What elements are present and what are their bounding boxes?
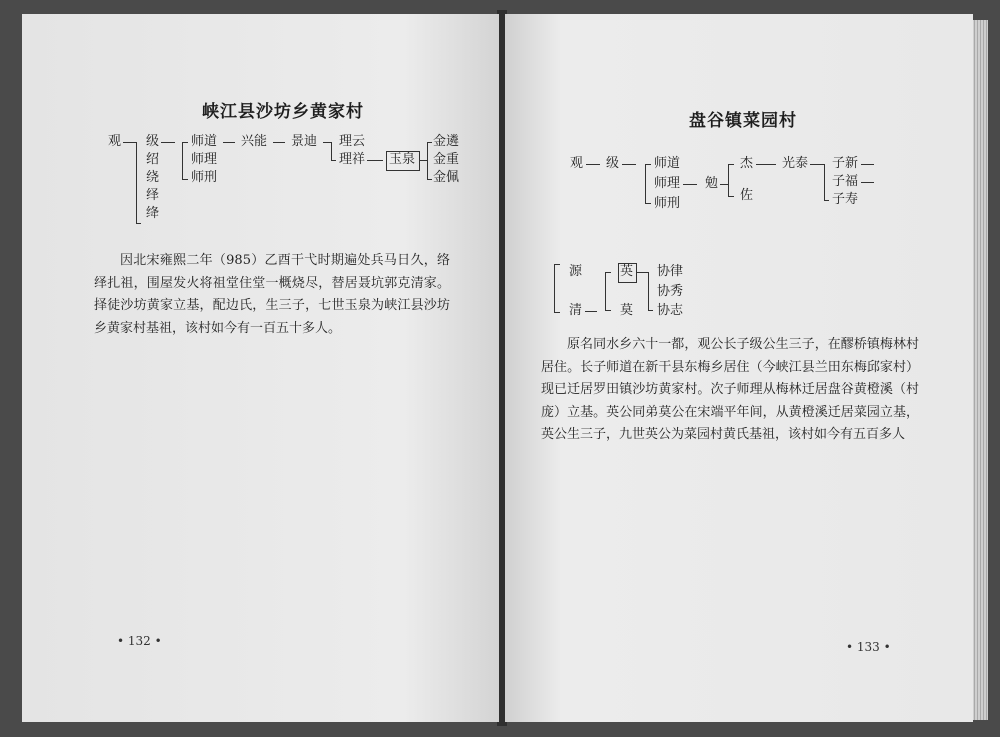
connector bbox=[720, 184, 728, 185]
tree-jingdi: 景迪 bbox=[291, 134, 318, 149]
connector bbox=[554, 312, 560, 313]
connector bbox=[123, 142, 136, 143]
connector bbox=[728, 164, 734, 165]
right-paragraph: 原名同水乡六十一都，观公长子级公生三子，在醪桥镇梅林村居住。长子师道在新干县东梅乡居住（今峡江县兰田东梅邱家村）现已迁居罗田镇沙坊黄家村。次子师理从梅林迁居盘谷黄橙溪（村庞）立基。英公同弟莫公在宋端平年间，从黄橙溪迁居菜园立基，英公生三子，九世英公为菜园村黄氏基祖，该村如今有五百多人 bbox=[541, 337, 919, 442]
connector bbox=[636, 272, 648, 273]
connector bbox=[223, 142, 235, 143]
connector bbox=[331, 160, 336, 161]
tree-gen-last: 金重 bbox=[433, 152, 460, 167]
connector bbox=[756, 164, 776, 165]
tree-gen2: 绎 bbox=[146, 188, 160, 203]
page-number-right: • 133 • bbox=[846, 640, 891, 654]
connector bbox=[427, 142, 432, 143]
tree1-zuo: 佐 bbox=[740, 188, 754, 203]
connector bbox=[323, 142, 331, 143]
tree-gen3: 师刑 bbox=[191, 170, 218, 185]
connector bbox=[161, 142, 175, 143]
connector bbox=[645, 164, 646, 203]
connector bbox=[605, 272, 606, 310]
tree-xingneng: 兴能 bbox=[241, 134, 268, 149]
tree1-jie: 杰 bbox=[740, 156, 754, 171]
tree-gen3: 师道 bbox=[191, 134, 218, 149]
tree1-gen-last: 子新 bbox=[832, 156, 859, 171]
tree2-mo: 莫 bbox=[620, 303, 634, 318]
connector bbox=[182, 142, 188, 143]
tree-gen-last: 金遴 bbox=[433, 134, 460, 149]
connector bbox=[645, 164, 651, 165]
connector bbox=[554, 264, 555, 312]
left-page bbox=[22, 14, 499, 722]
tree2-ying: 英 bbox=[620, 264, 634, 279]
connector bbox=[586, 164, 600, 165]
tree-yuquan: 玉泉 bbox=[389, 152, 416, 167]
connector bbox=[683, 184, 697, 185]
tree1-gen-last: 子福 bbox=[832, 174, 859, 189]
tree-guan: 观 bbox=[108, 134, 122, 149]
connector bbox=[367, 160, 383, 161]
tree1-gen-last: 子寿 bbox=[832, 192, 859, 207]
tree1-gen3: 师道 bbox=[654, 156, 681, 171]
connector bbox=[427, 142, 428, 179]
tree-gen2: 绍 bbox=[146, 152, 160, 167]
connector bbox=[273, 142, 285, 143]
connector bbox=[824, 200, 829, 201]
page-number-left: • 132 • bbox=[117, 634, 162, 648]
left-page-title: 峡江县沙坊乡黄家村 bbox=[202, 102, 364, 122]
connector bbox=[427, 179, 432, 180]
tree2-son: 协志 bbox=[657, 303, 684, 318]
connector bbox=[810, 164, 824, 165]
tree1-gen3: 师刑 bbox=[654, 196, 681, 211]
connector bbox=[861, 164, 874, 165]
tree-liyun: 理云 bbox=[339, 134, 366, 149]
connector bbox=[648, 310, 653, 311]
connector bbox=[728, 196, 734, 197]
connector bbox=[605, 310, 611, 311]
connector bbox=[554, 264, 560, 265]
tree-gen2: 绛 bbox=[146, 206, 160, 221]
connector bbox=[136, 142, 137, 224]
connector bbox=[331, 142, 332, 160]
connector bbox=[585, 311, 597, 312]
right-page-title: 盘谷镇菜园村 bbox=[689, 111, 797, 131]
tree1-gen3: 师理 bbox=[654, 176, 681, 191]
left-paragraph: 因北宋雍熙二年（985）乙酉干弋时期遍处兵马日久，络绎扎祖，围屋发火将祖堂住堂一概烧尽，替居聂坑郭克清家。择徒沙坊黄家立基，配边氏，生三子，七世玉泉为峡江县沙坊乡黄家村基祖，该村如今有一百五十多人。 bbox=[94, 253, 450, 336]
connector bbox=[648, 272, 649, 310]
tree-gen2: 级 bbox=[146, 134, 160, 149]
tree-gen2: 绕 bbox=[146, 170, 160, 185]
tree-gen-last: 金佩 bbox=[433, 170, 460, 185]
connector bbox=[622, 164, 636, 165]
connector bbox=[728, 164, 729, 196]
connector bbox=[419, 160, 427, 161]
right-page bbox=[505, 14, 973, 722]
tree1-mian: 勉 bbox=[705, 176, 719, 191]
connector bbox=[182, 142, 183, 179]
page-edges bbox=[972, 20, 988, 720]
connector bbox=[824, 164, 825, 200]
tree1-guangtai: 光泰 bbox=[782, 156, 809, 171]
tree1-ji: 级 bbox=[606, 156, 620, 171]
connector bbox=[182, 179, 188, 180]
tree-gen3: 师理 bbox=[191, 152, 218, 167]
tree-lixiang: 理祥 bbox=[339, 152, 366, 167]
connector bbox=[861, 182, 874, 183]
connector bbox=[605, 272, 611, 273]
connector bbox=[136, 223, 141, 224]
tree2-son: 协律 bbox=[657, 264, 684, 279]
connector bbox=[645, 203, 651, 204]
tree2-yuan: 源 bbox=[569, 264, 583, 279]
tree2-son: 协秀 bbox=[657, 284, 684, 299]
tree1-guan: 观 bbox=[570, 156, 584, 171]
tree2-qing: 清 bbox=[569, 303, 583, 318]
